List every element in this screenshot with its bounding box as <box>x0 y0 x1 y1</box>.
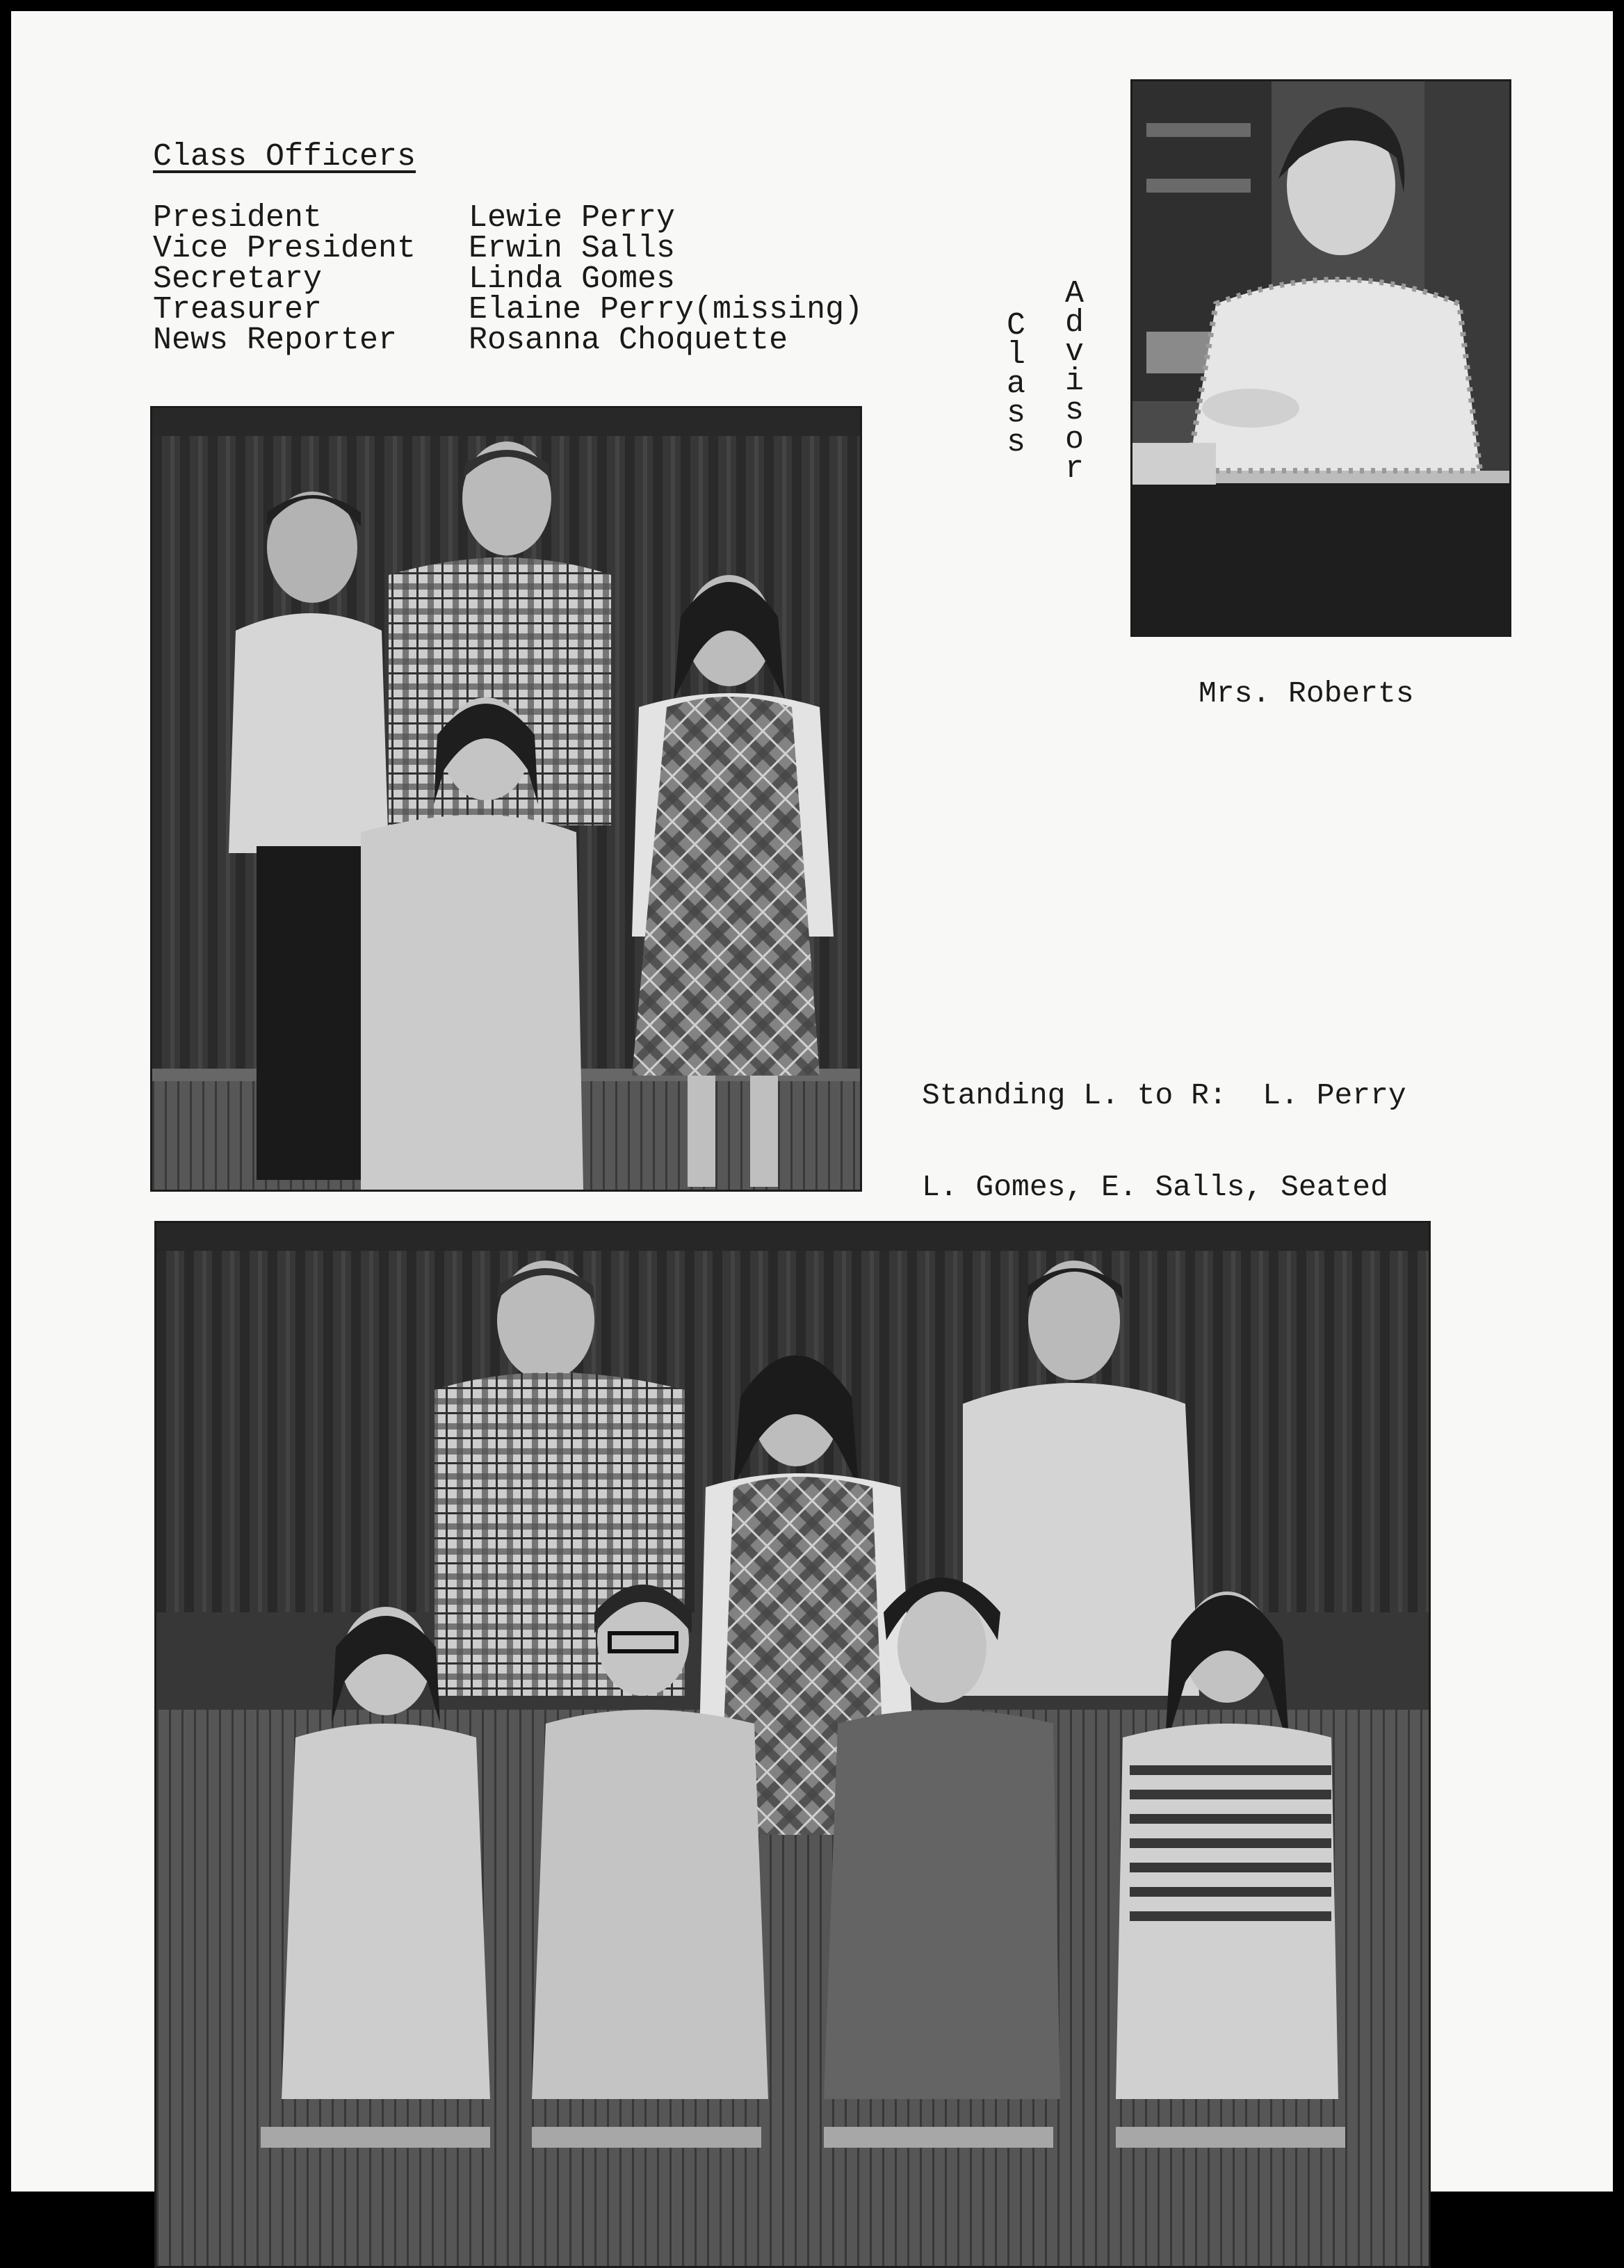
officer-title: Secretary <box>153 261 323 297</box>
class-officers-photo <box>150 406 862 1192</box>
vertical-letter: C <box>1007 308 1026 343</box>
caption-line: Standing L. to R: L. Perry <box>922 1078 1406 1112</box>
class-group-photo <box>154 1221 1431 2268</box>
officer-title: President <box>153 200 323 236</box>
vertical-letter: A <box>1065 276 1085 311</box>
advisor-photo <box>1130 79 1511 637</box>
vertical-letter: s <box>1065 393 1085 428</box>
officer-titles-column <box>153 200 416 358</box>
vertical-letter: l <box>1007 337 1026 373</box>
vertical-letter: v <box>1065 334 1085 370</box>
vertical-letter: d <box>1065 305 1085 341</box>
officer-name: Lewie Perry <box>469 200 676 236</box>
officer-name: Elaine Perry(missing) <box>469 292 863 327</box>
class-vertical-label <box>1007 308 1026 460</box>
officer-title: Vice President <box>153 231 416 266</box>
officer-title: News Reporter <box>153 323 398 358</box>
advisor-name: Mrs. Roberts <box>1199 677 1414 711</box>
yearbook-page <box>11 11 1613 2192</box>
officer-name: Linda Gomes <box>469 261 676 297</box>
vertical-letter: o <box>1065 422 1085 457</box>
vertical-letter: s <box>1007 396 1026 431</box>
officer-title: Treasurer <box>153 292 323 327</box>
caption-line: L. Gomes, E. Salls, Seated <box>922 1170 1388 1204</box>
officer-name: Erwin Salls <box>469 231 676 266</box>
vertical-letter: a <box>1007 366 1026 402</box>
advisor-vertical-label <box>1065 276 1085 487</box>
class-officers-heading: Class Officers <box>153 139 416 175</box>
vertical-letter: i <box>1065 364 1085 399</box>
vertical-letter: r <box>1065 451 1085 487</box>
vertical-letter: s <box>1007 425 1026 460</box>
officer-names-column <box>469 200 863 358</box>
officer-name: Rosanna Choquette <box>469 323 788 358</box>
